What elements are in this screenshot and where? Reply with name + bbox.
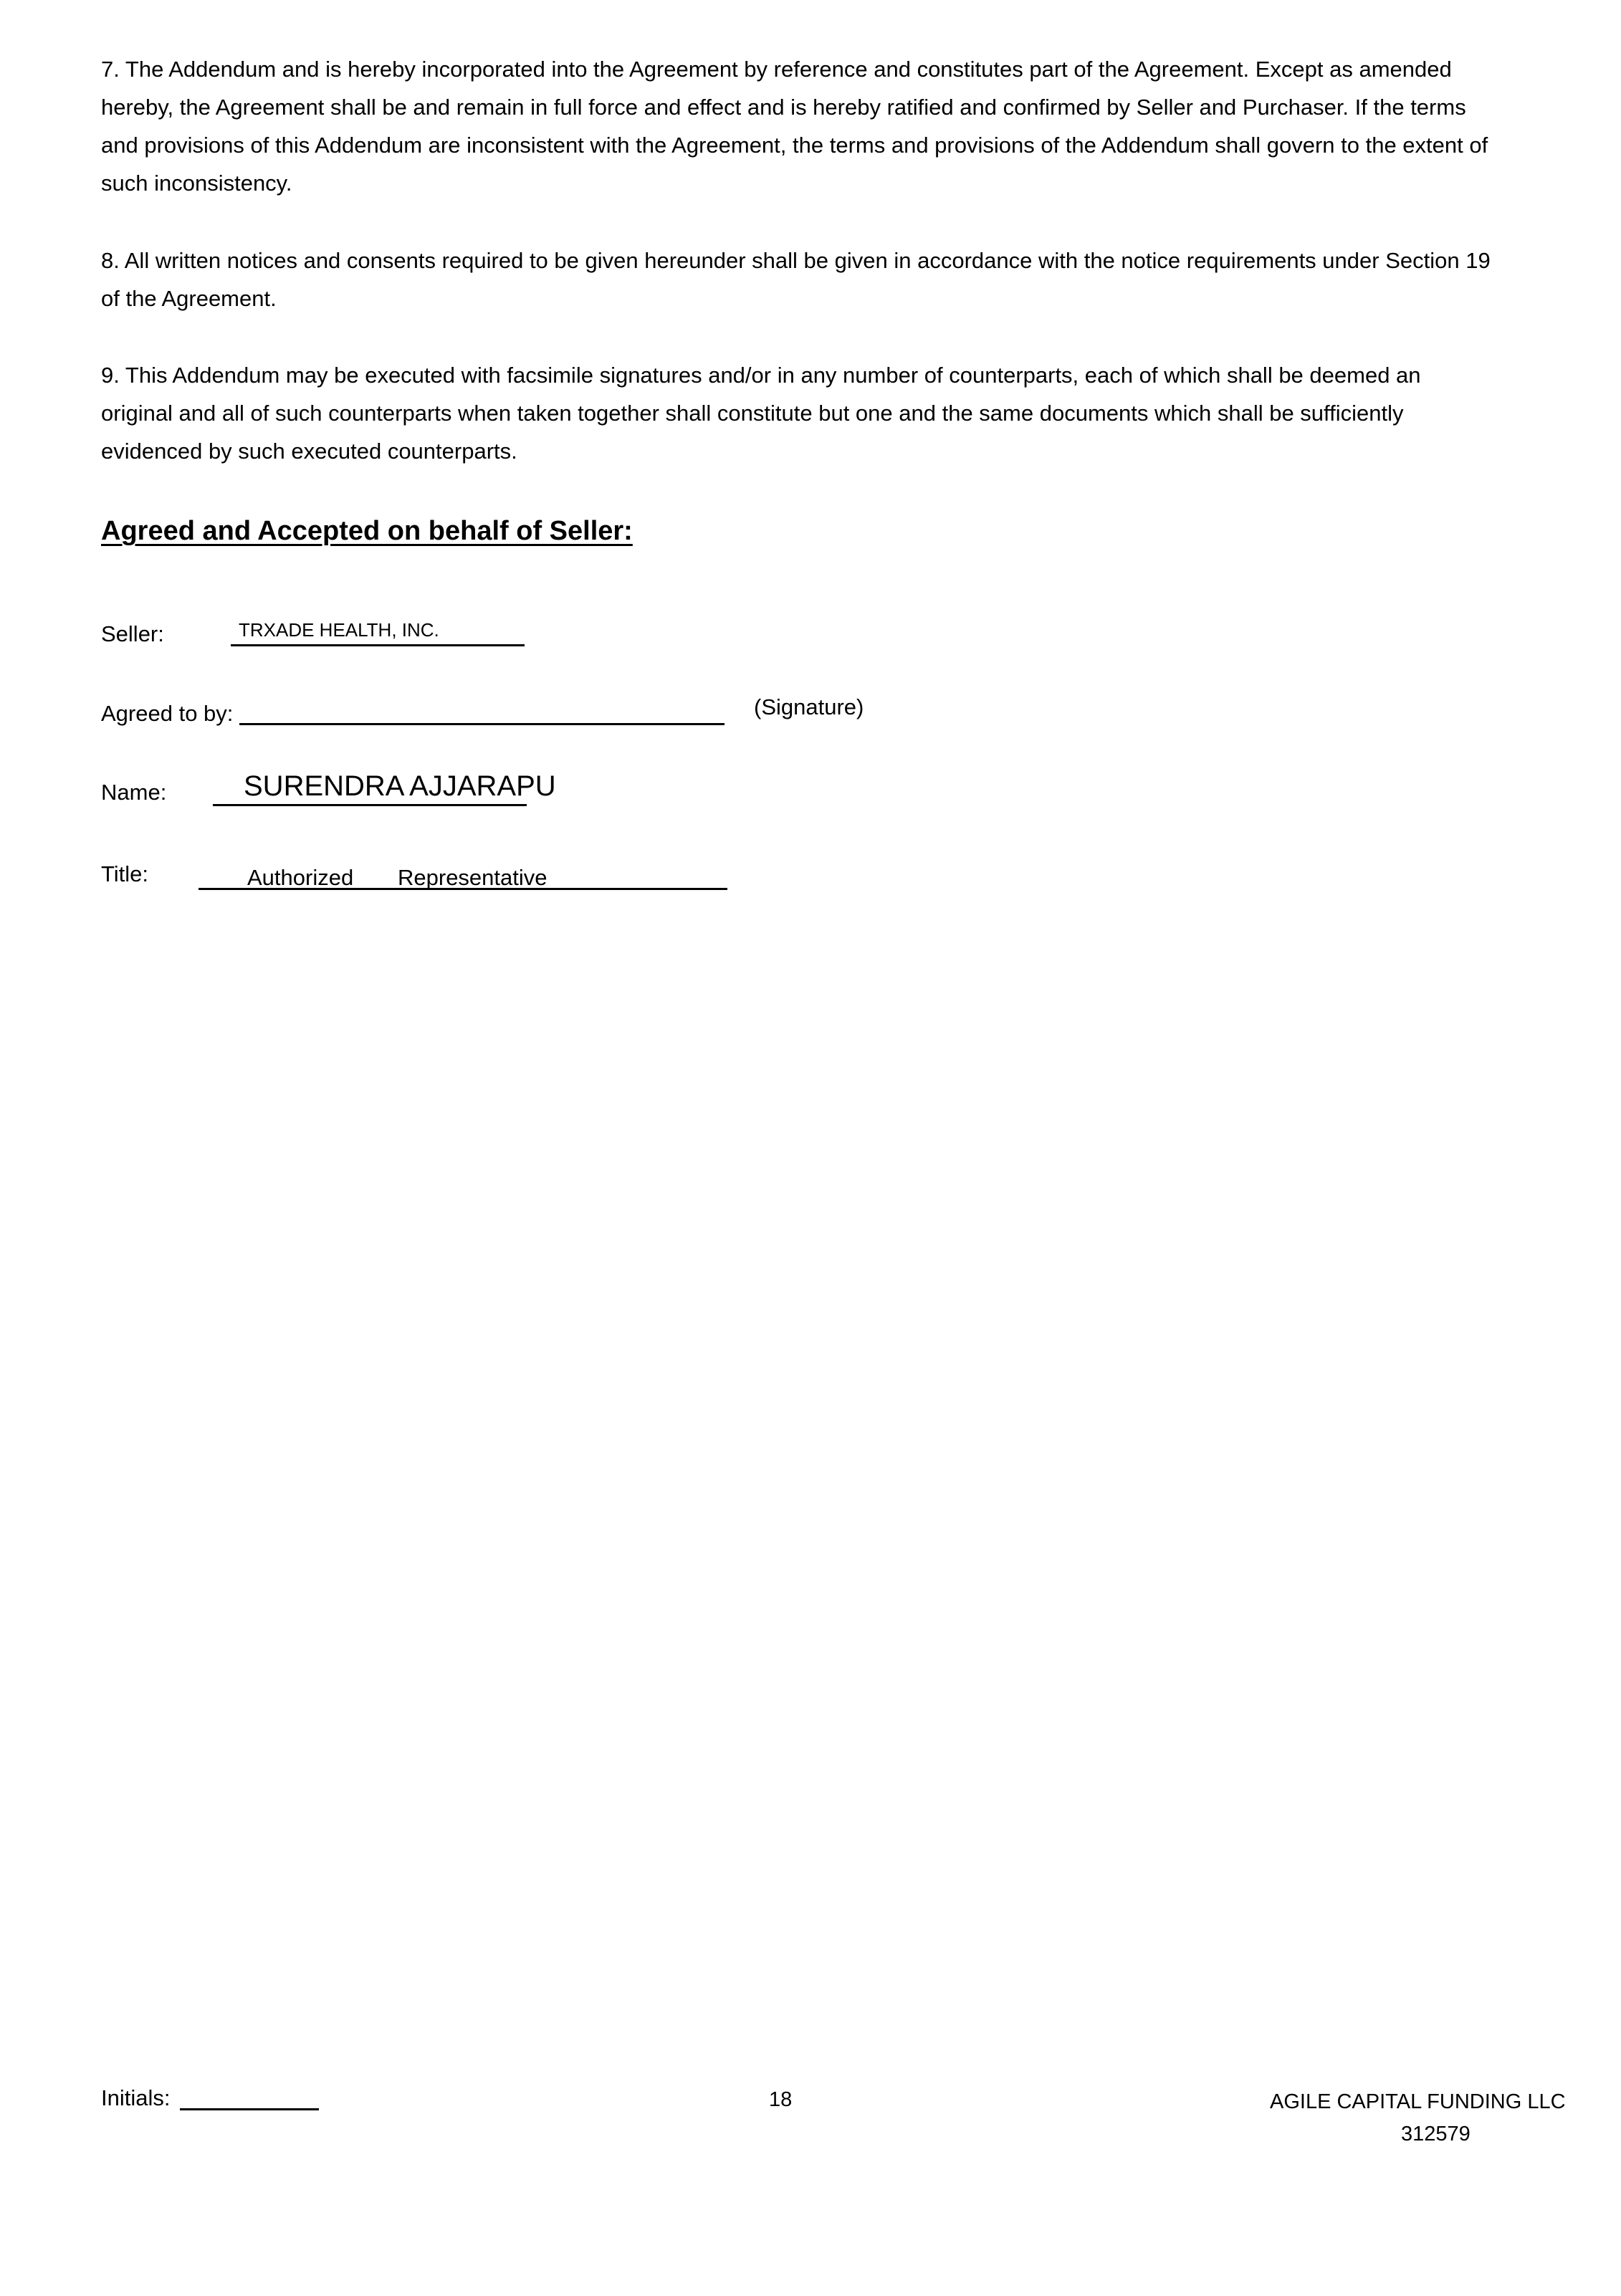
title-label: Title:: [101, 861, 149, 886]
company-name: AGILE CAPITAL FUNDING LLC: [1270, 2090, 1566, 2113]
title-line: [199, 888, 727, 890]
paragraph-7: 7. The Addendum and is hereby incorporated into the Agreement by reference and constitutes part of the Agreement. Except as amended hereby, the Agreement shall be and remain in full force and effect and is hereby ratified and confirmed by Seller and Purchaser. If the terms and provisions of this Addendum are inconsistent with the Agreement, the terms and provisions of the Addendum shall govern to the extent of such inconsistency.: [101, 57, 1488, 196]
signature-line: [239, 723, 725, 725]
seller-label: Seller:: [101, 621, 164, 646]
initials-label: Initials:: [101, 2085, 171, 2110]
agreed-to-by-label: Agreed to by:: [101, 701, 234, 726]
signature-heading: Agreed and Accepted on behalf of Seller:: [101, 516, 633, 546]
title-value-authorized: Authorized: [247, 865, 354, 890]
initials-line: [180, 2108, 319, 2110]
seller-line: [231, 644, 525, 646]
title-value-representative: Representative: [398, 865, 547, 890]
page-number: 18: [769, 2088, 793, 2111]
signature-note: (Signature): [754, 694, 864, 719]
name-line: [213, 804, 527, 806]
paragraph-8: 8. All written notices and consents required to be given hereunder shall be given in accordance with the notice requirements under Section 19 of the Agreement.: [101, 248, 1491, 311]
name-value: SURENDRA AJJARAPU: [244, 770, 556, 802]
paragraph-9: 9. This Addendum may be executed with facsimile signatures and/or in any number of counterparts, each of which shall be deemed an original and all of such counterparts when taken together shall constitute but one and the same documents which shall be sufficiently evidenced by such executed counterparts.: [101, 363, 1421, 464]
name-label: Name:: [101, 780, 167, 805]
reference-number: 312579: [1401, 2123, 1471, 2146]
seller-value: TRXADE HEALTH, INC.: [239, 619, 439, 641]
